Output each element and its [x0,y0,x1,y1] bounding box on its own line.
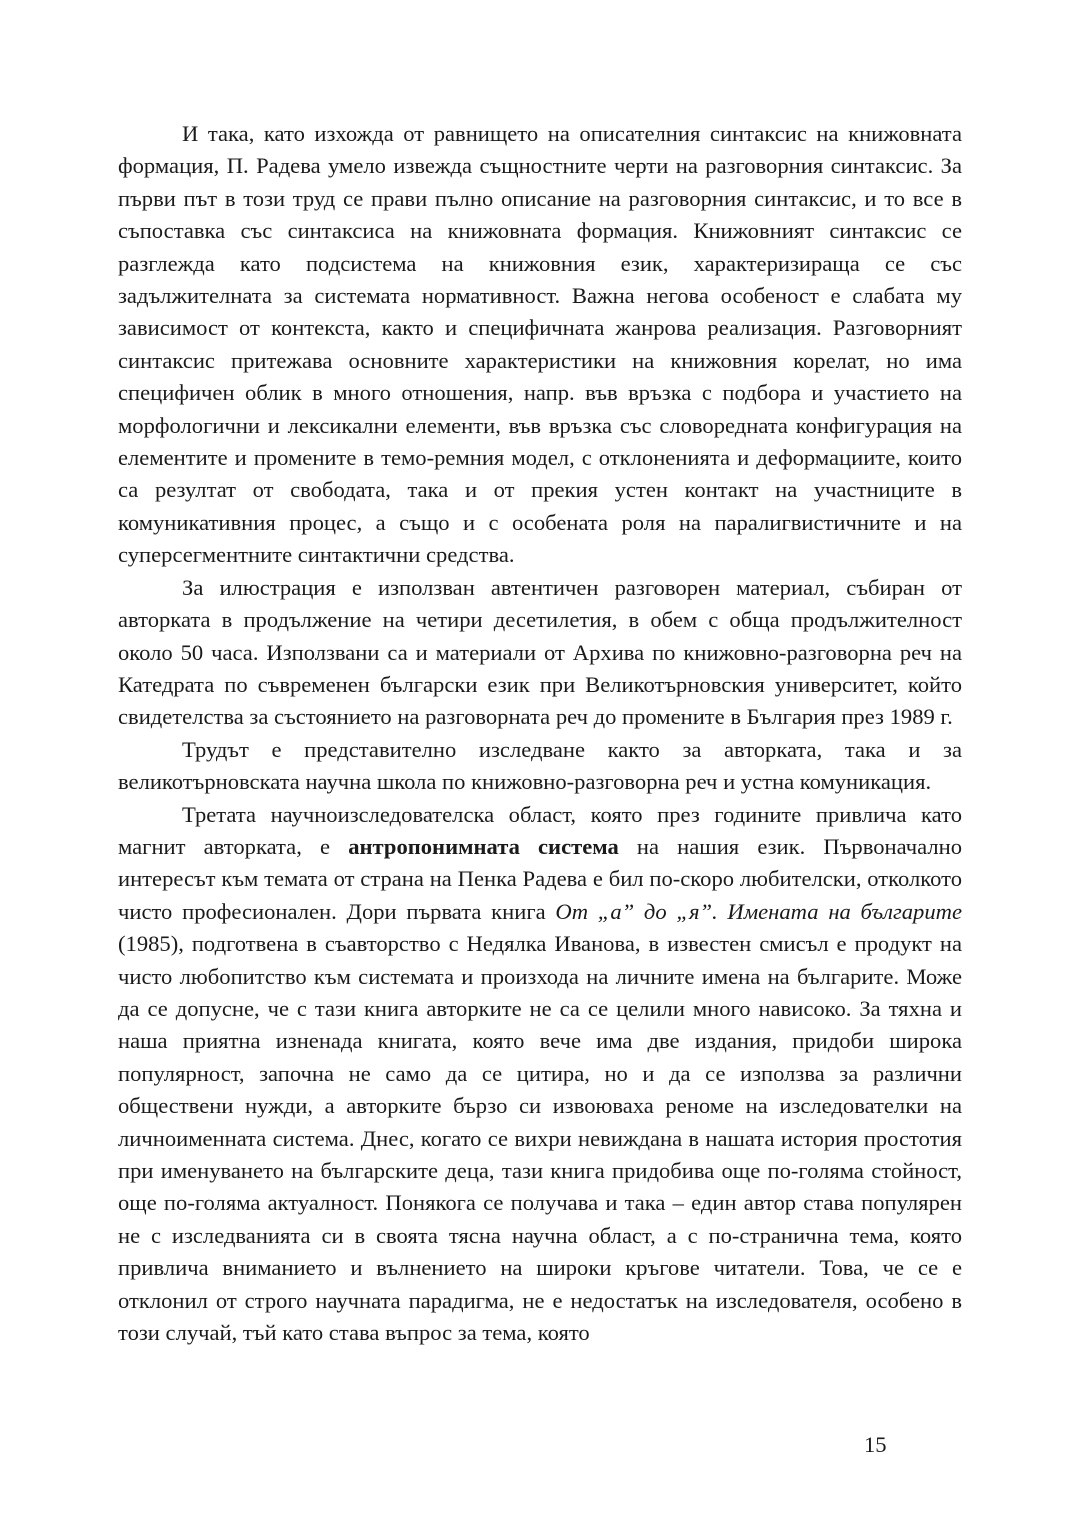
bold-term: антропонимната система [348,833,619,859]
page-number: 15 [864,1432,887,1457]
paragraph-anthroponymy [118,799,962,1350]
paragraph-anthroponymy-text-1: Третата научноизследователска област, която през годините привлича като магнит авторката, е [118,801,962,859]
paragraph-illustration: За илюстрация е използван автентичен разговорен материал, събиран от авторката в продължение на четири десетилетия, в обем с обща продължителност около 50 часа. Използвани са и материали от Архива по книжовно-разговорна реч на Катедрата по съвременен български език при Великотърновския университет, който свидетелства за състоянието на разговорната реч до промените в България през 1989 г. [118,574,962,730]
book-title: От „а” до „я”. Имената на българите [555,898,962,924]
paragraph-syntax: И така, като изхожда от равнището на описателния синтаксис на книжовната формация, П. Радева умело извежда същностните черти на разговорния синтаксис. За първи път в този труд се прави пълно описание на разговорния синтаксис, и то все в съпоставка със синтаксиса на книжовната формация. Книжовният синтаксис се разглежда като подсистема на книжовния език, характеризираща се със задължителната за системата нормативност. Важна негова особеност е слабата му зависимост от контекста, както и специфичната жанрова реализация. Разговорният синтаксис притежава основните характеристики на книжовния корелат, но има специфичен облик в много отношения, напр. във връзка с подбора и участието на морфологични и лексикални елементи, във връзка със словоредната конфигурация на елементите и промените в темо-ремния модел, с отклоненията и деформациите, които са резултат от свободата, така и от прекия устен контакт на участниците в комуникативния процес, а също и с особената роля на паралигвистичните и на суперсегментните синтактични средства. [118,121,962,568]
paragraph-anthroponymy-text-2: на нашия език. Първоначално интересът към темата от страна на Пенка Радева е бил по-скоро любителски, отколкото чисто професионален. Дори първата книга [118,833,962,924]
page-body [118,118,962,1349]
paragraph-anthroponymy-text-3: (1985), подготвена в съавторство с Недялка Иванова, в известен смисъл е продукт на чисто любопитство към системата и произхода на личните имена на българите. Може да се допусне, че с тази книга авторките не са се целили много нависоко. За тяхна и наша приятна изненада книгата, която вече има две издания, придоби широка популярност, започна не само да се цитира, но и да се използва за различни обществени нужди, а авторките бързо си извоюваха реноме на изследователки на личноименната система. Днес, когато се вихри невиждана в нашата история простотия при именуването на българските деца, тази книга придобива още по-голяма стойност, още по-голяма актуалност. Понякога се получава и така – един автор става популярен не с изследванията си в своята тясна научна област, а с по-странична тема, която привлича вниманието и вълнението на широки кръгове читатели. Това, че се е отклонил от строго научната парадигма, не е недостатък на изследователя, особено в този случай, тъй като става въпрос за тема, която [118,931,962,1346]
paragraph-work: Трудът е представително изследване както за авторката, така и за великотърновската научна школа по книжовно-разговорна реч и устна комуникация. [118,736,962,795]
